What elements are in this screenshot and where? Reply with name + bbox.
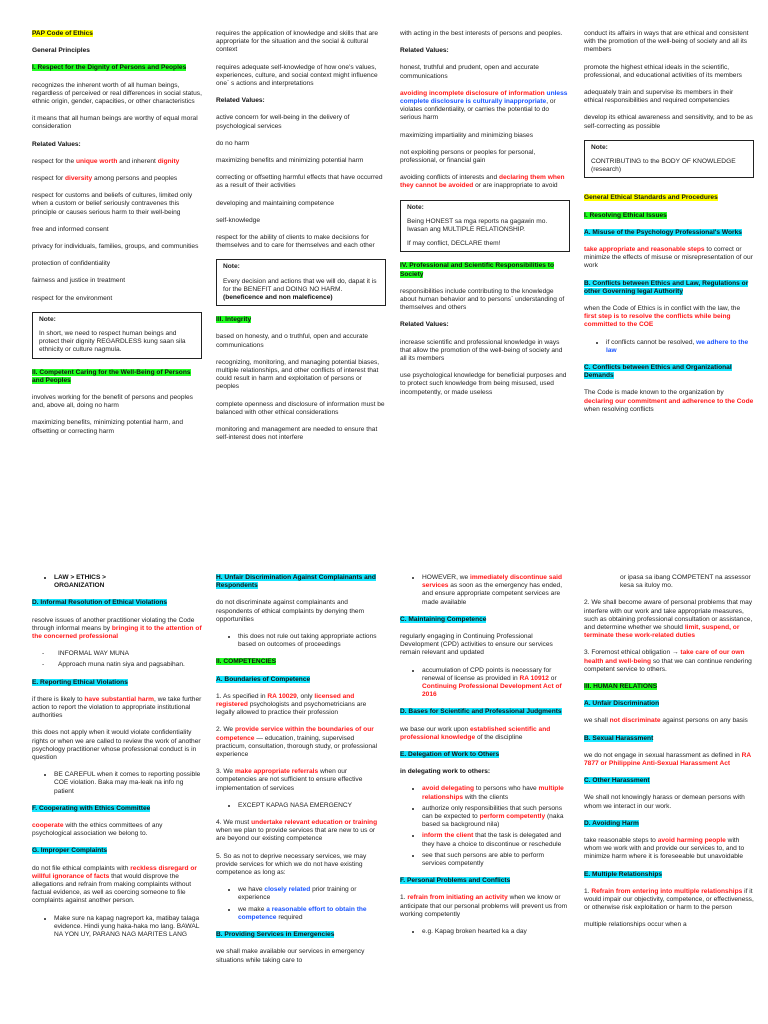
paragraph: this does not apply when it would violate confidentiality rights or when we are called to review the work of another psychology practitioner whose professional conduct is in question	[32, 729, 201, 762]
list-item: • accumulation of CPD points is necessary for renewal of license as provided in RA 10912 or Continuing Professional Development Act of 2016	[422, 667, 570, 700]
paragraph: cooperate with the ethics committees of any psychological association we belong to.	[32, 822, 163, 838]
improper-complaints-heading: G. Improper Complaints	[32, 847, 108, 855]
note-box	[216, 259, 386, 306]
note-box	[400, 200, 570, 253]
competencies-heading: II. COMPETENCIES	[216, 658, 277, 666]
related-values-label: Related Values:	[32, 140, 81, 148]
delegation-lead: in delegating work to others:	[400, 768, 491, 776]
related-values-label: Related Values:	[216, 97, 265, 105]
value-item: maximizing impartiality and minimizing biases	[400, 131, 534, 139]
value-item: increase scientific and professional knowledge in ways that allow the promotion of the well-being of society and all its members	[400, 338, 563, 363]
maintaining-competence-heading: C. Maintaining Competence	[400, 615, 487, 623]
bullet-list	[216, 633, 386, 649]
paragraph: conduct its affairs in ways that are ethical and consistent with the promotion of the well-being of society and all its members	[584, 30, 749, 54]
related-values-label: Related Values:	[400, 47, 449, 55]
value-item: fairness and justice in treatment	[32, 277, 126, 285]
paragraph: we shall make available our services in emergency situations while taking care to	[216, 948, 365, 964]
note-box	[584, 140, 754, 179]
boundaries-heading: A. Boundaries of Competence	[216, 675, 311, 683]
paragraph: promote the highest ethical ideals in the scientific, professional, and educational activities of its members	[584, 63, 742, 79]
paragraph: regularly engaging in Continuing Professional Development (CPD) activities to ensure our services remain relevant and updated	[400, 633, 553, 657]
paragraph: we shall not discriminate against persons on any basis	[584, 717, 748, 725]
bullet-list	[400, 928, 570, 936]
list-item: • authorize only responsibilities that such persons can be expected to perform competently (naka based sa background nila)	[422, 805, 570, 830]
bullet-list	[584, 339, 754, 355]
list-item: • Make sure na kapag nagreport ka, matibay talaga evidence. Hindi yung haka-haka mo lang. BAWAL NA YON UY, PARANG NAG MARITES LANG	[54, 915, 202, 940]
note-text: In short, we need to respect human beings and protect their dignity REGARDLESS kung saan sila ethnicity or culture nagmula.	[39, 330, 186, 354]
doc-title: PAP Code of Ethics	[32, 30, 93, 37]
principle-1-heading: I. Respect for the Dignity of Persons and Peoples	[32, 64, 187, 72]
paragraph: recognizing, monitoring, and managing potential biases, multiple relationships, and other conflicts of interest that could result in harm and exploitation of persons or peoples	[216, 358, 380, 391]
paragraph: complete openness and disclosure of information must be balanced with other ethical considerations	[216, 400, 385, 416]
unfair-discrimination-heading: A. Unfair Discrimination	[584, 700, 660, 708]
list-item: • see that such persons are able to perform services competently	[422, 852, 570, 868]
human-relations-heading: III. HUMAN RELATIONS	[584, 683, 658, 691]
paragraph: do not file ethical complaints with reckless disregard or willful ignorance of facts that would disprove the allegations and refrain from making complaints without factual evidence, as well as coercing someone to file complaints against another person.	[32, 864, 197, 905]
p1-column-3	[400, 30, 570, 406]
value-item: use psychological knowledge for beneficial purposes and to protect such knowledge from being misused, used incompetently, or made useless	[400, 372, 567, 396]
paragraph: 5. So as not to deprive necessary services, we may provide services for which we do not have existing competence as long as:	[216, 852, 367, 877]
value-item: self-knowledge	[216, 216, 260, 224]
note-title: Note:	[407, 203, 424, 211]
dash-list	[32, 650, 202, 669]
value-item: respect for the environment	[32, 294, 113, 302]
paragraph: The Code is made known to the organization by declaring our commitment and adherence to the Code when resolving conflicts	[584, 389, 754, 413]
paragraph: resolve issues of another practitioner violating the Code through informal means by bringing it to the attention of the concerned professional	[32, 616, 202, 641]
paragraph: it means that all human beings are worthy of equal moral consideration	[32, 115, 198, 131]
value-item: respect for diversity among persons and peoples	[32, 175, 178, 183]
paragraph: 1. refrain from initiating an activity when we know or anticipate that our personal problems will prevent us from working competently	[400, 894, 568, 918]
avoiding-harm-heading: D. Avoiding Harm	[584, 819, 639, 827]
bullet-list	[32, 915, 202, 940]
p1-column-4	[584, 30, 754, 423]
list-item: • avoid delegating to persons who have multiple relationships with the clients	[422, 785, 570, 801]
bases-heading: D. Bases for Scientific and Professional Judgments	[400, 708, 562, 716]
paragraph: we base our work upon established scientific and professional knowledge of the discipline	[400, 725, 551, 741]
note-text: If may conflict, DECLARE them!	[407, 240, 501, 248]
personal-problems-heading: F. Personal Problems and Conflicts	[400, 877, 511, 885]
principle-3-heading: III. Integrity	[216, 316, 252, 324]
value-item: do no harm	[216, 139, 250, 147]
other-harassment-heading: C. Other Harassment	[584, 777, 650, 785]
conflicts-org-heading: C. Conflicts between Ethics and Organizational Demands	[584, 364, 732, 380]
page-2	[0, 512, 768, 1024]
p1-column-2	[216, 30, 386, 452]
paragraph: monitoring and management are needed to ensure that self-interest does not interfere	[216, 426, 378, 442]
related-values-label: Related Values:	[400, 321, 449, 329]
paragraph: We shall not knowingly harass or demean persons with whom we interact in our work.	[584, 794, 745, 810]
note-title: Note:	[223, 263, 240, 271]
paragraph: 2. We shall become aware of personal problems that may interfere with our work and take appropriate measures, such as obtaining professional consultation or assistance, and determine whether we should limit, suspend, or terminate these work-related duties	[584, 599, 753, 640]
paragraph: 2. We provide service within the boundaries of our competence — education, training, supervised practicum, consultation, thorough study, or professional experience	[216, 726, 378, 759]
paragraph: do not discriminate against complainants and respondents of ethical complaints by denying them opportunities	[216, 599, 365, 623]
paragraph: 3. Foremost ethical obligation → take care of our own health and well-being so that we can continue rendering competent service to others.	[584, 649, 752, 673]
principle-2-heading: II. Competent Caring for the Well-Being of Persons and Peoples	[32, 368, 191, 384]
paragraph: requires the application of knowledge and skills that are appropriate for the situation and the social & cultural context	[216, 30, 379, 54]
sexual-harassment-heading: B. Sexual Harassment	[584, 734, 654, 742]
note-text: Every decision and actions that we will do, dapat it is for the BENEFIT and DOING NO HARM. (beneficence and non maleficence)	[223, 277, 377, 302]
list-item: - Approach muna natin siya and pagsabihan.	[58, 661, 202, 669]
unfair-discrimination-heading: H. Unfair Discrimination Against Complainants and Respondents	[216, 574, 376, 590]
value-item: honest, truthful and prudent, open and accurate communications	[400, 64, 539, 80]
value-item: respect for customs and beliefs of cultures, limited only when a custom or belief seriously contravenes this principle or causes serious harm to their well-being	[32, 192, 193, 216]
value-item: protection of confidentiality	[32, 260, 111, 268]
paragraph: maximizing benefits, minimizing potential harm, and offsetting or correcting harm	[32, 419, 183, 435]
note-text: Being HONEST sa mga reports na gagawin mo. Iwasan ang MULTIPLE RELATIONSHIP.	[407, 217, 548, 234]
bullet-list	[216, 886, 386, 922]
general-principles-heading: General Principles	[32, 47, 90, 55]
paragraph: adequately train and supervise its members in their ethical responsibilities and required competencies	[584, 89, 734, 105]
paragraph: 4. We must undertake relevant education or training when we plan to provide services that are new to us or are beyond our existing competence	[216, 819, 378, 843]
note-text: CONTRIBUTING to the BODY OF KNOWLEDGE (research)	[591, 158, 736, 174]
list-item: • LAW > ETHICS > ORGANIZATION	[54, 574, 202, 590]
cooperating-heading: F. Cooperating with Ethics Committee	[32, 804, 151, 812]
note-box	[32, 312, 202, 359]
p1-column-1	[32, 30, 202, 445]
list-item: • EXCEPT KAPAG NASA EMERGENCY	[238, 802, 386, 810]
p2-column-3	[400, 574, 570, 945]
paragraph: with acting in the best interests of persons and peoples.	[400, 30, 563, 37]
value-item: developing and maintaining competence	[216, 199, 335, 207]
bullet-list	[400, 574, 570, 607]
general-standards-heading: General Ethical Standards and Procedures	[584, 194, 718, 202]
paragraph: involves working for the benefit of persons and peoples and, above all, doing no harm	[32, 394, 193, 410]
list-item: • we have closely related prior training or experience	[238, 886, 386, 902]
paragraph: requires adequate self-knowledge of how one's values, experiences, culture, and social context might influence one` s actions and interpretations	[216, 63, 378, 88]
principle-4-heading: IV. Professional and Scientific Responsibilities to Society	[400, 262, 555, 278]
value-item: maximizing benefits and minimizing potential harm	[216, 157, 364, 165]
bullet-list	[32, 771, 202, 796]
list-item: • BE CAREFUL when it comes to reporting possible COE violation. Baka may ma-leak na info ng patient	[54, 771, 202, 796]
value-item: respect for the ability of clients to make decisions for themselves and to care for themselves and each other	[216, 234, 375, 250]
p2-column-1	[32, 574, 202, 948]
informal-resolution-heading: D. Informal Resolution of Ethical Violations	[32, 599, 168, 607]
value-item: correcting or offsetting harmful effects that have occurred as a result of their activities	[216, 174, 383, 190]
bullet-list	[400, 785, 570, 868]
list-item: • if conflicts cannot be resolved, we adhere to the law	[606, 339, 754, 355]
bullet-list	[400, 667, 570, 700]
paragraph: or ipasa sa ibang COMPETENT na assessor kesa sa ituloy mo.	[620, 574, 751, 590]
paragraph: 1. As specified in RA 10029, only licensed and registered psychologists and psychometricians are legally allowed to practice their profession	[216, 692, 367, 717]
paragraph: responsibilities include contributing to the knowledge about human behavior and to persons` understanding of themselves and others	[400, 287, 565, 312]
paragraph: take reasonable steps to avoid harming people with whom we work with and provide our services to, and to minimize harm where it is foreseeable but unavoidable	[584, 837, 745, 861]
value-item: privacy for individuals, families, groups, and communities	[32, 243, 199, 251]
list-item: - INFORMAL WAY MUNA	[58, 650, 202, 658]
p2-column-2	[216, 574, 386, 974]
value-item: not exploiting persons or peoples for personal, professional, or financial gain	[400, 148, 536, 165]
value-item: respect for the unique worth and inherent dignity	[32, 157, 180, 165]
list-item: • this does not rule out taking appropriate actions based on outcomes of proceedings	[238, 633, 386, 649]
conflicts-law-heading: B. Conflicts between Ethics and Law, Regulations or other Governing legal Authority	[584, 279, 749, 295]
list-item: • e.g. Kapag broken hearted ka a day	[422, 928, 570, 936]
delegation-heading: E. Delegation of Work to Others	[400, 751, 500, 759]
p2-column-4	[584, 574, 754, 939]
value-item: avoiding incomplete disclosure of information unless complete disclosure is culturally inappropriate, or violates confidentiality, or carries the potential to do serious harm	[400, 89, 568, 122]
bullet-list	[216, 802, 386, 810]
note-title: Note:	[591, 143, 608, 151]
value-item: free and informed consent	[32, 225, 109, 233]
list-item: • inform the client that the task is delegated and they have a choice to discontinue or reschedule	[422, 832, 570, 848]
paragraph: we do not engage in sexual harassment as defined in RA 7877 or Philippine Anti-Sexual Harassment Act	[584, 751, 751, 768]
paragraph: if there is likely to have substantial harm, we take further action to report the violation to appropriate institutional authorities	[32, 695, 202, 720]
paragraph: when the Code of Ethics is in conflict with the law, the first step is to resolve the conflicts while being committed to the COE	[584, 305, 741, 329]
multiple-relationships-heading: E. Multiple Relationships	[584, 870, 663, 878]
value-item: avoiding conflicts of interests and declaring them when they cannot be avoided or are inappropriate to avoid	[400, 174, 565, 190]
paragraph: take appropriate and reasonable steps to correct or minimize the effects of misuse or misrepresentation of our work	[584, 246, 753, 270]
note-title: Note:	[39, 315, 56, 323]
list-item: • we make a reasonable effort to obtain the competence required	[238, 906, 386, 922]
list-item: • HOWEVER, we immediately discontinue said services as soon as the emergency has ended, and ensure appropriate competent services are made available	[422, 574, 570, 607]
misuse-heading: A. Misuse of the Psychology Professional's Works	[584, 228, 742, 236]
resolving-issues-heading: I. Resolving Ethical Issues	[584, 211, 667, 219]
paragraph: 1. Refrain from entering into multiple relationships if it would impair our objectivity, competence, or effectiveness, or otherwise risk exploitation or harm to the person	[584, 887, 754, 912]
emergencies-heading: B. Providing Services in Emergencies	[216, 931, 335, 939]
value-item: active concern for well-being in the delivery of psychological services	[216, 114, 350, 130]
bullet-list	[32, 574, 202, 590]
paragraph: multiple relationships occur when a	[584, 921, 687, 929]
paragraph: based on honesty, and o truthful, open and accurate communications	[216, 333, 369, 349]
paragraph: 3. We make appropriate referrals when our competencies are not sufficient to ensure effective implementation of services	[216, 768, 363, 792]
reporting-heading: E. Reporting Ethical Violations	[32, 678, 128, 686]
paragraph: develop its ethical awareness and sensitivity, and to be as self-correcting as possible	[584, 114, 753, 130]
paragraph: recognizes the inherent worth of all human beings, regardless of perceived or real differences in social status, ethnic origin, gender, capacities, or other characteristics	[32, 81, 202, 106]
